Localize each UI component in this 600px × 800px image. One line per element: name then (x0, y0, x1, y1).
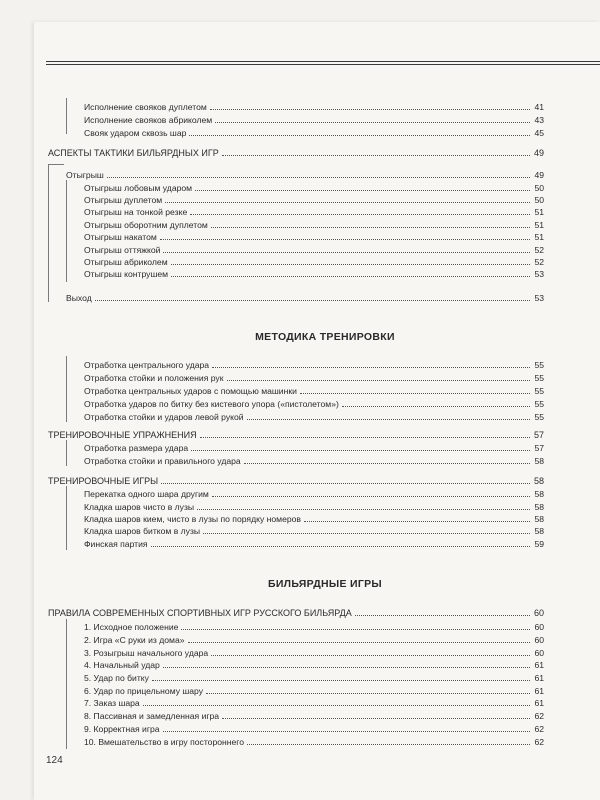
toc-entry (84, 126, 544, 138)
toc-entry-page: 53 (534, 269, 544, 279)
toc-entry-page: 51 (534, 207, 544, 217)
toc-entry-label: Отработка стойки и положения рук (84, 373, 224, 383)
toc-entry-label: Отыгрыш оборотним дуплетом (84, 220, 208, 230)
toc-entry-page: 55 (534, 373, 544, 383)
toc-entry-page: 41 (534, 102, 544, 112)
toc-entry-label: 7. Заказ шара (84, 698, 140, 708)
bracket (66, 356, 67, 422)
toc-entry-label: Исполнение свояков абриколем (84, 115, 213, 125)
toc-chapter (48, 428, 544, 440)
toc-entry (84, 709, 544, 721)
toc-entry (84, 620, 544, 632)
toc-entry (84, 397, 544, 409)
toc-entry-page: 60 (534, 648, 544, 658)
toc-entry (84, 113, 544, 125)
toc-entry-label: Отыгрыш накатом (84, 232, 157, 242)
toc-entry (84, 658, 544, 670)
toc-entry-label: Выход (66, 293, 92, 303)
toc-entry-page: 59 (534, 539, 544, 549)
toc-entry (84, 646, 544, 658)
toc-entry (84, 218, 544, 230)
section-heading: МЕТОДИКА ТРЕНИРОВКИ (255, 331, 395, 343)
toc-entry-page: 49 (534, 170, 544, 180)
toc-entry-label: Отработка размера удара (84, 443, 189, 453)
toc-entry-label: Кладка шаров чисто в лузы (84, 502, 195, 512)
toc-entry-label: Кладка шаров битком в лузы (84, 526, 201, 536)
toc-entry-page: 58 (534, 526, 544, 536)
bracket (66, 486, 67, 550)
bracket (48, 164, 49, 302)
toc-entry (84, 181, 544, 193)
toc-entry (84, 267, 544, 279)
toc-entry-page: 62 (534, 737, 544, 747)
toc-entry-page: 60 (534, 622, 544, 632)
toc-chapter-page: 60 (533, 608, 544, 618)
toc-chapter-page: 57 (533, 430, 544, 440)
page-number: 124 (46, 755, 63, 766)
toc-entry (66, 291, 544, 303)
toc-entry-label: Кладка шаров кием, чисто в лузы по порядку номеров (84, 514, 301, 524)
bracket (48, 164, 64, 165)
toc-entry-page: 61 (534, 673, 544, 683)
toc-entry (84, 671, 544, 683)
toc-chapter-page: 49 (533, 148, 544, 158)
bracket (66, 98, 67, 134)
toc-entry (84, 722, 544, 734)
toc-entry (66, 168, 544, 180)
toc-entry-page: 55 (534, 360, 544, 370)
toc-entry-label: 9. Корректная игра (84, 724, 160, 734)
toc-entry-page: 43 (534, 115, 544, 125)
toc-entry (84, 100, 544, 112)
toc-entry-label: Отыгрыш лобовым ударом (84, 183, 193, 193)
toc-chapter-page: 58 (533, 476, 544, 486)
header-rule (46, 61, 600, 62)
toc-chapter-label: ПРАВИЛА СОВРЕМЕННЫХ СПОРТИВНЫХ ИГР РУССКОГО БИЛЬЯРДА (48, 608, 352, 618)
toc-entry-page: 62 (534, 724, 544, 734)
toc-entry-page: 62 (534, 711, 544, 721)
bracket (66, 619, 67, 749)
toc-entry-page: 53 (534, 293, 544, 303)
toc-entry-page: 61 (534, 660, 544, 670)
toc-entry-label: Отыгрыш оттяжкой (84, 245, 161, 255)
toc-entry-page: 60 (534, 635, 544, 645)
toc-entry-label: Исполнение свояков дуплетом (84, 102, 207, 112)
toc-entry-page: 45 (534, 128, 544, 138)
toc-entry (84, 384, 544, 396)
toc-entry (84, 358, 544, 370)
toc-entry-label: 2. Игра «С руки из дома» (84, 635, 185, 645)
toc-entry (84, 684, 544, 696)
toc-entry-page: 51 (534, 220, 544, 230)
toc-entry (84, 255, 544, 267)
toc-chapter (48, 606, 544, 618)
toc-entry-label: 3. Розыгрыш начального удара (84, 648, 209, 658)
toc-entry-label: 10. Вмешательство в игру постороннего (84, 737, 244, 747)
toc-entry-label: Перекатка одного шара другим (84, 489, 209, 499)
toc-chapter-label: АСПЕКТЫ ТАКТИКИ БИЛЬЯРДНЫХ ИГР (48, 148, 219, 158)
toc-entry (84, 371, 544, 383)
toc-entry-label: Отыгрыш контрушем (84, 269, 169, 279)
toc-entry (84, 537, 544, 549)
toc-entry-page: 61 (534, 698, 544, 708)
toc-entry (84, 230, 544, 242)
toc-chapter-label: ТРЕНИРОВОЧНЫЕ ИГРЫ (48, 476, 159, 486)
toc-entry (84, 633, 544, 645)
toc-chapter-label: ТРЕНИРОВОЧНЫЕ УПРАЖНЕНИЯ (48, 430, 197, 440)
bracket (66, 440, 67, 466)
toc-entry (84, 487, 544, 499)
toc-entry-label: Отыгрыш абриколем (84, 257, 168, 267)
toc-entry-page: 57 (534, 443, 544, 453)
toc-entry-label: Отработка центральных ударов с помощью машинки (84, 386, 297, 396)
toc-entry-label: Отыгрыш (66, 170, 104, 180)
toc-entry (84, 454, 544, 466)
toc-entry-page: 52 (534, 257, 544, 267)
toc-entry-page: 58 (534, 489, 544, 499)
toc-chapter (48, 474, 544, 486)
toc-entry-label: Отработка стойки и ударов левой рукой (84, 412, 244, 422)
header-rule (46, 64, 600, 65)
toc-entry-label: Отработка стойки и правильного удара (84, 456, 241, 466)
toc-entry (84, 410, 544, 422)
toc-entry-label: 5. Удар по битку (84, 673, 149, 683)
section-heading: БИЛЬЯРДНЫЕ ИГРЫ (267, 578, 383, 590)
toc-entry (84, 524, 544, 536)
toc-entry (84, 205, 544, 217)
toc-entry (84, 696, 544, 708)
toc-entry-label: Финская партия (84, 539, 148, 549)
toc-entry-label: 8. Пассивная и замедленная игра (84, 711, 220, 721)
toc-entry-page: 51 (534, 232, 544, 242)
toc-entry-label: 4. Начальный удар (84, 660, 160, 670)
toc-entry-page: 50 (534, 183, 544, 193)
toc-entry (84, 735, 544, 747)
toc-entry-page: 55 (534, 399, 544, 409)
toc-entry-page: 58 (534, 514, 544, 524)
toc-entry-label: Отыгрыш на тонкой резке (84, 207, 188, 217)
toc-entry-page: 55 (534, 412, 544, 422)
toc-entry-page: 55 (534, 386, 544, 396)
toc-entry (84, 512, 544, 524)
bracket (66, 180, 67, 282)
toc-entry (84, 243, 544, 255)
toc-entry-label: Отыгрыш дуплетом (84, 195, 163, 205)
toc-entry-page: 61 (534, 686, 544, 696)
toc-entry-page: 58 (534, 502, 544, 512)
toc-entry-page: 50 (534, 195, 544, 205)
toc-entry (84, 500, 544, 512)
toc-chapter (48, 146, 544, 158)
toc-entry-label: 6. Удар по прицельному шару (84, 686, 204, 696)
toc-entry (84, 193, 544, 205)
toc-entry-label: 1. Исходное положение (84, 622, 179, 632)
toc-entry (84, 441, 544, 453)
toc-entry-page: 58 (534, 456, 544, 466)
toc-entry-label: Свояк ударом сквозь шар (84, 128, 187, 138)
toc-entry-label: Отработка центрального удара (84, 360, 210, 370)
toc-entry-page: 52 (534, 245, 544, 255)
toc-entry-label: Отработка ударов по битку без кистевого упора («пистолетом») (84, 399, 339, 409)
